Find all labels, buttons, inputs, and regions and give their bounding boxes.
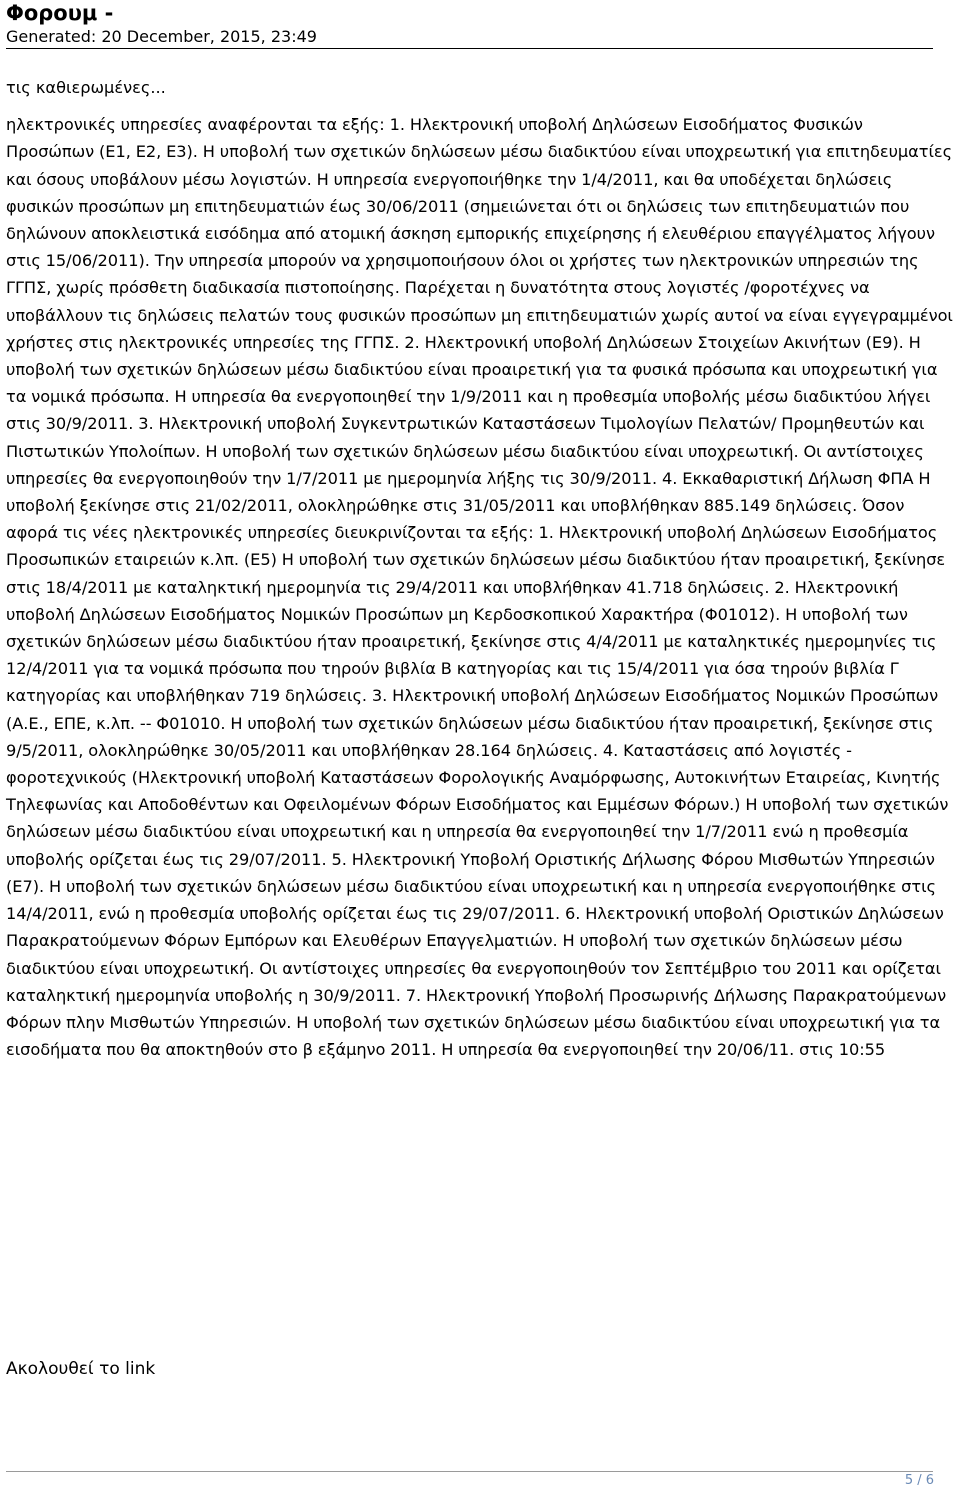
follow-link[interactable]: Ακολουθεί το link xyxy=(6,1359,156,1379)
footer-divider xyxy=(6,1471,933,1472)
post-content xyxy=(6,74,954,1080)
post-body: ηλεκτρονικές υπηρεσίες αναφέρονται τα εξής: 1. Ηλεκτρονική υποβολή Δηλώσεων Εισοδήματος Φυσικών Προσώπων (Ε1, Ε2, Ε3). Η υποβολή των σχετικών δηλώσεων μέσω διαδικτύου είναι υποχρεωτική για επιτηδευματίες και όσους υποβάλουν μέσω λογιστών. Η υπηρεσία ενεργοποιήθηκε την 1/4/2011, και θα υποδέχεται δηλώσεις φυσικών προσώπων μη επιτηδευματιών έως 30/06/2011 (σημειώνεται ότι οι δηλώσεις των επιτηδευματιών που δηλώνουν αποκλειστικά εισόδημα από ατομική άσκηση εμπορικής επιχείρησης ή ελευθέριου επαγγέλματος λήγουν στις 15/06/2011). Την υπηρεσία μπορούν να χρησιμοποιήσουν όλοι οι χρήστες των ηλεκτρονικών υπηρεσιών της ΓΓΠΣ, χωρίς πρόσθετη διαδικασία πιστοποίησης. Παρέχεται η δυνατότητα στους λογιστές /φοροτέχνες να υποβάλλουν τις δηλώσεις πελατών τους φυσικών προσώπων μη επιτηδευματιών χωρίς αυτοί να είναι εγγεγραμμένοι χρήστες στις ηλεκτρονικές υπηρεσίες της ΓΓΠΣ. 2. Ηλεκτρονική υποβολή Δηλώσεων Στοιχείων Ακινήτων (Ε9). Η υποβολή των σχετικών δηλώσεων μέσω διαδικτύου είναι προαιρετική για τα φυσικά πρόσωπα και υποχρεωτική για τα νομικά πρόσωπα. Η υπηρεσία θα ενεργοποιηθεί την 1/9/2011 και η προθεσμία υποβολής μέσω διαδικτύου λήγει στις 30/9/2011. 3. Ηλεκτρονική υποβολή Συγκεντρωτικών Καταστάσεων Τιμολογίων Πελατών/ Προμηθευτών και Πιστωτικών Υπολοίπων. Η υποβολή των σχετικών δηλώσεων μέσω διαδικτύου είναι υποχρεωτική. Οι αντίστοιχες υπηρεσίες θα ενεργοποιηθούν την 1/7/2011 με ημερομηνία λήξης τις 30/9/2011. 4. Εκκαθαριστική Δήλωση ΦΠΑ Η υποβολή ξεκίνησε στις 21/02/2011, ολοκληρώθηκε στις 31/05/2011 και υποβλήθηκαν 885.149 δηλώσεις. Όσον αφορά τις νέες ηλεκτρονικές υπηρεσίες διευκρινίζονται τα εξής: 1. Ηλεκτρονική υποβολή Δηλώσεων Εισοδήματος Προσωπικών εταιρειών κ.λπ. (Ε5) Η υποβολή των σχετικών δηλώσεων μέσω διαδικτύου ήταν προαιρετική, ξεκίνησε στις 18/4/2011 με καταληκτική ημερομηνία τις 29/4/2011 και υποβλήθηκαν 41.718 δηλώσεις. 2. Ηλεκτρονική υποβολή Δηλώσεων Εισοδήματος Νομικών Προσώπων μη Κερδοσκοπικού Χαρακτήρα (Φ01012). Η υποβολή των σχετικών δηλώσεων μέσω διαδικτύου ήταν προαιρετική, ξεκίνησε στις 4/4/2011 με καταληκτικές ημερομηνίες τις 12/4/2011 για τα νομικά πρόσωπα που τηρούν βιβλία Β κατηγορίας και τις 15/4/2011 για όσα τηρούν βιβλία Γ κατηγορίας και υποβλήθηκαν 719 δηλώσεις. 3. Ηλεκτρονική υποβολή Δηλώσεων Εισοδήματος Νομικών Προσώπων (Α.Ε., ΕΠΕ, κ.λπ. -- Φ01010. Η υποβολή των σχετικών δηλώσεων μέσω διαδικτύου ήταν προαιρετική, ξεκίνησε στις 9/5/2011, ολοκληρώθηκε 30/05/2011 και υποβλήθηκαν 28.164 δηλώσεις. 4. Καταστάσεις από λογιστές - φοροτεχνικούς (Ηλεκτρονική υποβολή Καταστάσεων Φορολογικής Αναμόρφωσης, Αυτοκινήτων Εταιρείας, Κινητής Τηλεφωνίας και Αποδοθέντων και Οφειλομένων Φόρων Εισοδήματος και Εμμέσων Φόρων.) Η υποβολή των σχετικών δηλώσεων μέσω διαδικτύου είναι υποχρεωτική και η υπηρεσία θα ενεργοποιηθεί την 1/7/2011 ενώ η προθεσμία υποβολής ορίζεται έως τις 29/07/2011. 5. Ηλεκτρονική Υποβολή Οριστικής Δήλωσης Φόρου Μισθωτών Υπηρεσιών (Ε7). Η υποβολή των σχετικών δηλώσεων μέσω διαδικτύου είναι υποχρεωτική και η υπηρεσία ενεργοποιήθηκε στις 14/4/2011, ενώ η προθεσμία υποβολής ορίζεται έως τις 29/07/2011. 6. Ηλεκτρονική υποβολή Οριστικών Δηλώσεων Παρακρατούμενων Φόρων Εμπόρων και Ελευθέρων Επαγγελματιών. Η υποβολή των σχετικών δηλώσεων μέσω διαδικτύου είναι υποχρεωτική. Οι αντίστοιχες υπηρεσίες θα ενεργοποιηθούν τον Σεπτέμβριο του 2011 και ορίζεται καταληκτική ημερομηνία υποβολής η 30/9/2011. 7. Ηλεκτρονική Υποβολή Προσωρινής Δήλωσης Παρακρατούμενων Φόρων πλην Μισθωτών Υπηρεσιών. Η υποβολή των σχετικών δηλώσεων μέσω διαδικτύου είναι υποχρεωτική για τα εισοδήματα που θα αποκτηθούν στο β εξάμηνο 2011. Η υπηρεσία θα ενεργοποιηθεί την 20/06/11. στις 10:55 xyxy=(6,115,953,1060)
header-divider xyxy=(6,48,933,49)
page-header xyxy=(6,0,946,47)
page-number: 5 / 6 xyxy=(904,1473,934,1488)
forum-title: Φορουμ - xyxy=(6,1,114,25)
generated-timestamp: Generated: 20 December, 2015, 23:49 xyxy=(6,27,317,46)
post-snippet: τις καθιερωμένες... xyxy=(6,78,166,97)
